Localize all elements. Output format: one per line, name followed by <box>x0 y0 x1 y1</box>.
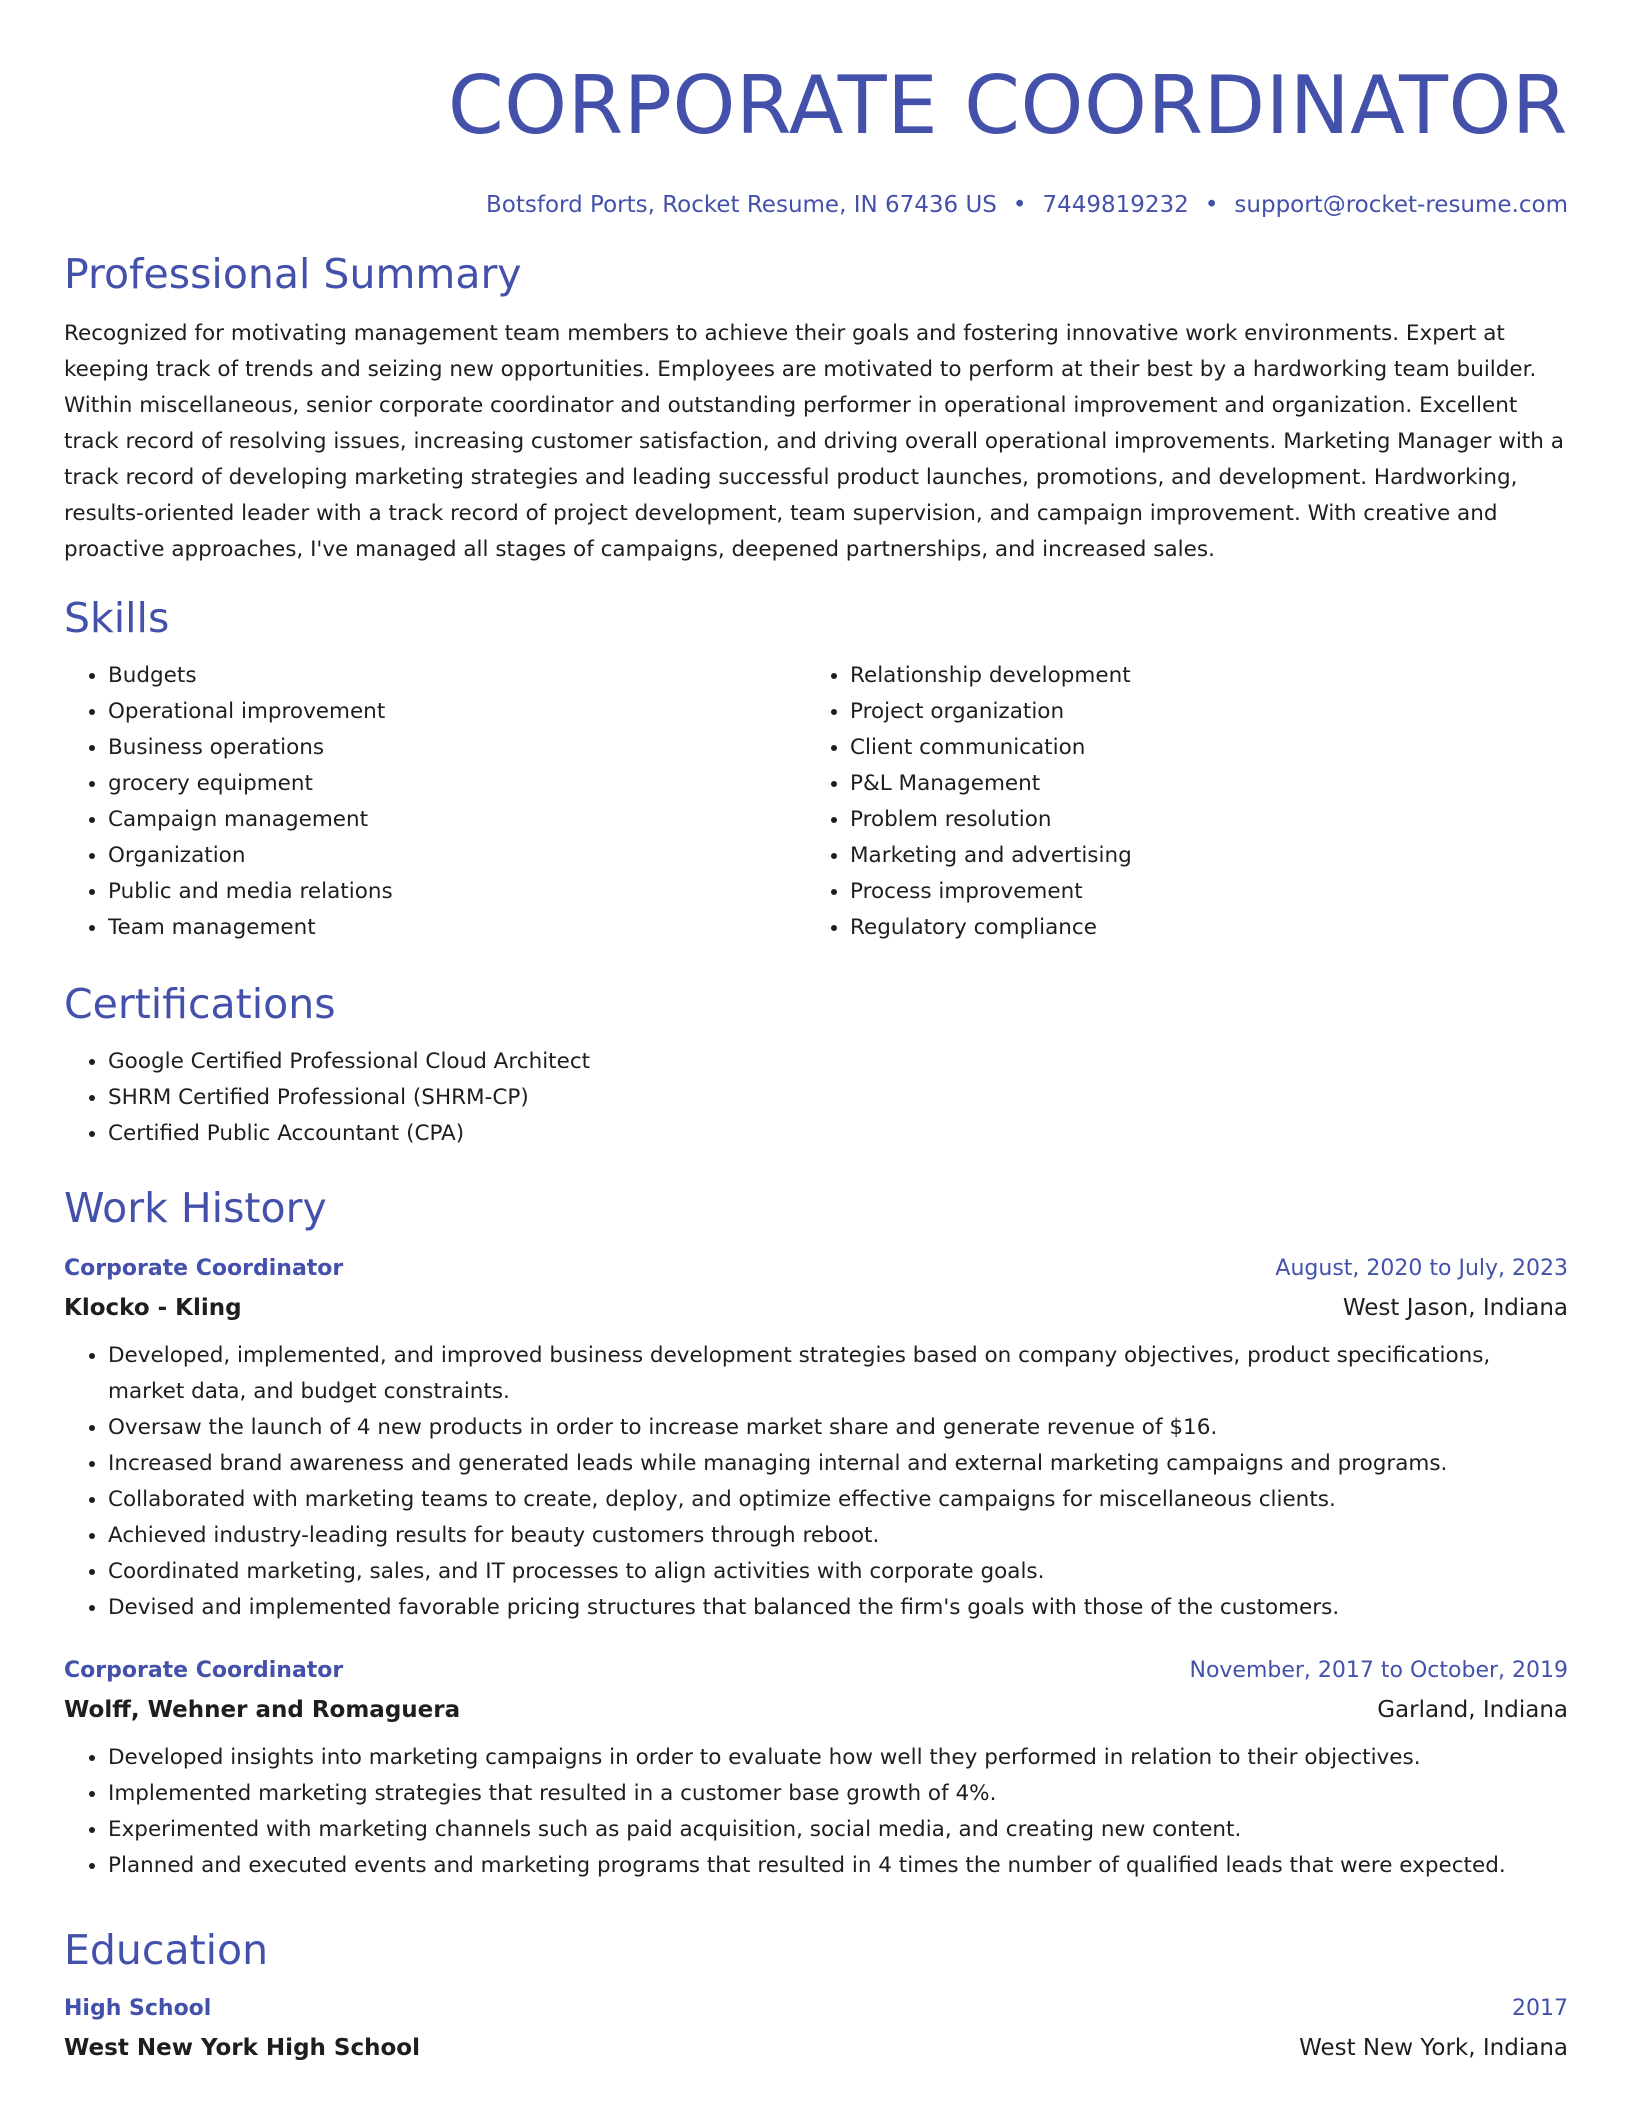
education-year: 2017 <box>1512 1996 1568 2021</box>
job-bullet: • Increased brand awareness and generated leads while managing internal and external marketing campaigns and programs. <box>108 1446 1568 1482</box>
skill-item: • Team management <box>108 910 806 946</box>
job-header <box>64 1254 1568 1284</box>
skill-item: • Regulatory compliance <box>850 910 1548 946</box>
job-bullet: • Developed, implemented, and improved business development strategies based on company objectives, product specifications, market data, and budget constraints. <box>108 1338 1568 1410</box>
skill-item: • Public and media relations <box>108 874 806 910</box>
certification-item: • Google Certified Professional Cloud Architect <box>108 1044 1568 1080</box>
job-location: West Jason, Indiana <box>1342 1295 1568 1321</box>
job-bullet: • Oversaw the launch of 4 new products in order to increase market share and generate revenue of $16. <box>108 1410 1568 1446</box>
contact-line <box>64 190 1568 220</box>
education-subheader <box>64 2032 1568 2064</box>
skill-item: • Budgets <box>108 658 806 694</box>
education-location: West New York, Indiana <box>1299 2035 1568 2061</box>
job-bullet-list <box>64 1338 1568 1626</box>
skill-item: • Process improvement <box>850 874 1548 910</box>
education-section <box>64 1924 1568 2064</box>
education-school: West New York High School <box>64 2035 420 2061</box>
job-title: Corporate Coordinator <box>64 1256 344 1281</box>
skill-item: • Business operations <box>108 730 806 766</box>
job-title: Corporate Coordinator <box>64 1658 344 1683</box>
job-bullet: • Experimented with marketing channels such as paid acquisition, social media, and creating new content. <box>108 1812 1568 1848</box>
education-degree: High School <box>64 1996 212 2021</box>
education-entry <box>64 1994 1568 2064</box>
job-dates: November, 2017 to October, 2019 <box>1189 1658 1568 1683</box>
skill-item: • Campaign management <box>108 802 806 838</box>
certifications-section <box>64 978 1568 1152</box>
job-bullet: • Implemented marketing strategies that resulted in a customer base growth of 4%. <box>108 1776 1568 1812</box>
job-dates: August, 2020 to July, 2023 <box>1275 1256 1568 1281</box>
job-bullet: • Achieved industry-leading results for beauty customers through reboot. <box>108 1518 1568 1554</box>
skills-column-left <box>64 658 806 946</box>
certifications-heading: Certifications <box>64 980 336 1028</box>
job-company: Klocko - Kling <box>64 1295 242 1321</box>
summary-section <box>64 248 1568 568</box>
skill-item: • Problem resolution <box>850 802 1548 838</box>
education-header <box>64 1994 1568 2024</box>
job-header <box>64 1656 1568 1686</box>
skill-item: • Operational improvement <box>108 694 806 730</box>
summary-text: Recognized for motivating management team members to achieve their goals and fostering innovative work environments. Expert at keeping track of trends and seizing new opportunities. Employees are motivated to perform at their best by a hardworking team builder. Within miscellaneous, senior corporate coordinator and outstanding performer in operational improvement and organization. Excellent track record of resolving issues, increasing customer satisfaction, and driving overall operational improvements. Marketing Manager with a track record of developing marketing strategies and leading successful product launches, promotions, and development. Hardworking, results-oriented leader with a track record of project development, team supervision, and campaign improvement. With creative and proactive approaches, I've managed all stages of campaigns, deepened partnerships, and increased sales. <box>64 321 1564 562</box>
work-history-heading: Work History <box>64 1184 327 1232</box>
job-bullet: • Developed insights into marketing campaigns in order to evaluate how well they performed in relation to their objectives. <box>108 1740 1568 1776</box>
job-bullet: • Planned and executed events and marketing programs that resulted in 4 times the number of qualified leads that were expected. <box>108 1848 1568 1884</box>
skill-item: • Marketing and advertising <box>850 838 1548 874</box>
job-entry <box>64 1656 1568 1884</box>
education-heading: Education <box>64 1926 269 1974</box>
skills-section <box>64 592 1568 946</box>
resume-name: CORPORATE COORDINATOR <box>447 59 1568 152</box>
contact-separator: • <box>1204 192 1219 218</box>
job-subheader <box>64 1694 1568 1726</box>
job-bullet: • Coordinated marketing, sales, and IT processes to align activities with corporate goals. <box>108 1554 1568 1590</box>
certifications-list <box>64 1044 1568 1152</box>
job-entry <box>64 1254 1568 1626</box>
contact-email: support@rocket-resume.com <box>1234 192 1568 218</box>
skill-item: • Client communication <box>850 730 1548 766</box>
resume-page <box>64 0 1568 2064</box>
skills-heading: Skills <box>64 594 170 642</box>
summary-heading: Professional Summary <box>64 250 522 298</box>
contact-separator: • <box>1012 192 1027 218</box>
certification-item: • Certified Public Accountant (CPA) <box>108 1116 1568 1152</box>
skills-grid <box>64 658 1568 946</box>
skill-item: • Relationship development <box>850 658 1548 694</box>
certification-item: • SHRM Certified Professional (SHRM-CP) <box>108 1080 1568 1116</box>
skill-item: • grocery equipment <box>108 766 806 802</box>
skill-item: • Organization <box>108 838 806 874</box>
job-company: Wolff, Wehner and Romaguera <box>64 1697 461 1723</box>
skill-item: • P&L Management <box>850 766 1548 802</box>
contact-phone: 7449819232 <box>1042 192 1189 218</box>
contact-address: Botsford Ports, Rocket Resume, IN 67436 US <box>486 192 997 218</box>
skill-item: • Project organization <box>850 694 1548 730</box>
job-location: Garland, Indiana <box>1377 1697 1568 1723</box>
skills-column-right <box>806 658 1548 946</box>
job-bullet: • Collaborated with marketing teams to create, deploy, and optimize effective campaigns for miscellaneous clients. <box>108 1482 1568 1518</box>
job-bullet-list <box>64 1740 1568 1884</box>
job-bullet: • Devised and implemented favorable pricing structures that balanced the firm's goals with those of the customers. <box>108 1590 1568 1626</box>
job-subheader <box>64 1292 1568 1324</box>
work-history-section <box>64 1182 1568 1884</box>
